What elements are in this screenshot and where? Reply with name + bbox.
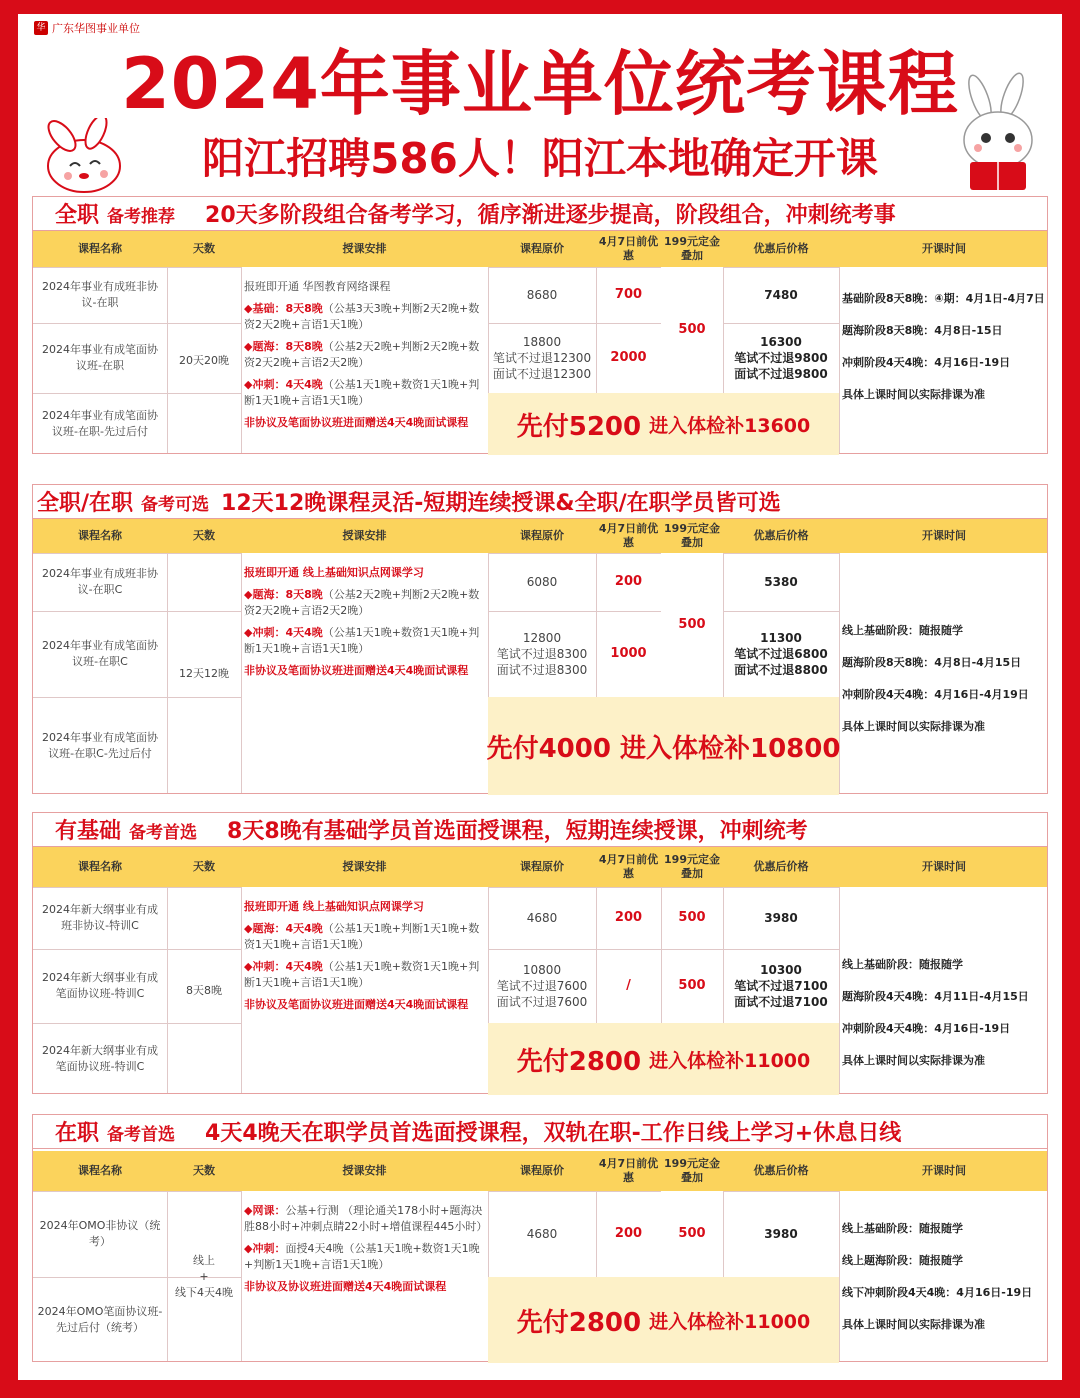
final-price xyxy=(723,553,839,611)
course-name: 2024年新大纲事业有成笔面协议班-特训C xyxy=(42,1044,158,1073)
column-header: 4月7日前优惠 xyxy=(598,522,659,549)
schedule-text: （公基1天1晚+数资1天1晚+判断1天1晚+言语1天1晚） xyxy=(244,626,480,655)
course-name: 2024年事业有成笔面协议班-在职 xyxy=(42,343,158,372)
schedule-lead: ◆题海：8天8晚 xyxy=(244,340,323,353)
column-header: 天数 xyxy=(193,529,215,542)
final-line: 面试不过退8800 xyxy=(734,663,828,677)
schedule-lead: 报班即开通 线上基础知识点网课学习 xyxy=(244,900,424,913)
original-price xyxy=(488,553,596,611)
column-header: 天数 xyxy=(193,860,215,873)
original-price xyxy=(488,887,596,949)
column-header: 开课时间 xyxy=(922,1164,966,1177)
final-line: 面试不过退9800 xyxy=(734,367,828,381)
days-line: 线下4天4晚 xyxy=(175,1286,233,1299)
column-header: 授课安排 xyxy=(342,1164,387,1177)
pay-first-amount: 先付2800 xyxy=(516,1307,642,1338)
pay-first-banner xyxy=(488,1277,839,1363)
class-time-item: 线下冲刺阶段4天4晚：4月16日-19日 xyxy=(842,1286,1033,1299)
course-schedule xyxy=(241,899,488,1019)
column-header: 开课时间 xyxy=(922,242,966,255)
final-line: 笔试不过退7100 xyxy=(734,979,828,993)
final-line: 面试不过退7100 xyxy=(734,995,828,1009)
original-price xyxy=(488,611,596,697)
course-name: 2024年事业有成笔面协议班-在职-先过后付 xyxy=(42,409,158,438)
page-title: 2024年事业单位统考课程 xyxy=(121,43,959,125)
column-header: 4月7日前优惠 xyxy=(598,853,659,880)
final-price xyxy=(723,949,839,1023)
price-line: 12800 xyxy=(522,631,562,645)
course-name: 2024年事业有成班非协议-在职 xyxy=(42,280,158,309)
schedule-lead: ◆题海：8天8晚 xyxy=(244,588,323,601)
early-discount: 1000 xyxy=(610,646,647,661)
course-schedule xyxy=(241,1203,488,1301)
section-tag-main: 在职 xyxy=(55,1121,100,1146)
final-line: 3980 xyxy=(764,911,798,925)
class-time-item: 题海阶段8天8晚：4月8日-4月15日 xyxy=(842,656,1022,669)
schedule-item xyxy=(244,1203,488,1235)
price-line: 6080 xyxy=(526,575,558,589)
schedule-item xyxy=(244,1241,485,1273)
schedule-text: （公基2天2晚+判断2天2晚+数资2天2晚+言语2天2晚） xyxy=(244,340,480,369)
pay-first-banner xyxy=(488,393,839,455)
schedule-lead: ◆题海：4天4晚 xyxy=(244,922,323,935)
section-header xyxy=(33,485,1047,519)
column-header: 天数 xyxy=(193,242,215,255)
schedule-lead: ◆冲刺：4天4晚 xyxy=(244,626,323,639)
pay-first-amount: 先付4000 进入体检补10800 xyxy=(486,733,841,764)
column-header: 天数 xyxy=(193,1164,215,1177)
pay-first-note: 进入体检补13600 xyxy=(649,414,811,437)
schedule-item xyxy=(244,663,485,679)
price-line: 面试不过退12300 xyxy=(492,367,592,381)
column-header: 授课安排 xyxy=(342,529,387,542)
course-name: 2024年新大纲事业有成班非协议-特训C xyxy=(42,903,158,932)
deposit-bonus: 500 xyxy=(678,910,706,925)
schedule-text: （公基1天1晚+判断1天1晚+数资1天1晚+言语1天1晚） xyxy=(244,922,480,951)
course-days: 20天20晚 xyxy=(179,354,229,367)
table-header-row xyxy=(33,519,1047,553)
section-description: 8天8晚有基础学员首选面授课程，短期连续授课，冲刺统考 xyxy=(227,819,808,844)
final-line: 5380 xyxy=(764,575,798,589)
final-line: 7480 xyxy=(764,288,798,302)
class-times xyxy=(839,623,1049,751)
schedule-item xyxy=(244,899,485,915)
rabbit-left-icon xyxy=(22,118,142,198)
early-discount: / xyxy=(626,978,631,993)
early-discount: 200 xyxy=(614,1226,643,1241)
table-header-row xyxy=(33,847,1047,887)
final-line: 10300 xyxy=(760,963,802,977)
class-time-item: 线上基础阶段：随报随学 xyxy=(842,958,963,971)
schedule-lead: 非协议及协议班进面赠送4天4晚面试课程 xyxy=(244,1280,447,1293)
schedule-item xyxy=(244,339,485,371)
section-tag-sub: 备考推荐 xyxy=(107,207,176,227)
section-tag-sub: 备考可选 xyxy=(141,495,210,515)
pay-first-amount: 先付2800 xyxy=(516,1046,642,1077)
price-line: 面试不过退8300 xyxy=(496,663,588,677)
early-discount: 700 xyxy=(614,287,643,302)
section-description: 20天多阶段组合备考学习，循序渐进逐步提高，阶段组合，冲刺统考事 xyxy=(205,203,896,228)
schedule-text: （公基1天1晚+数资1天1晚+判断1天1晚+言语1天1晚） xyxy=(244,960,480,989)
class-times xyxy=(839,1221,1049,1349)
schedule-lead: 非协议及笔面协议班进面赠送4天4晚面试课程 xyxy=(244,664,469,677)
schedule-item xyxy=(244,625,485,657)
final-line: 3980 xyxy=(764,1227,798,1241)
deposit-bonus: 500 xyxy=(661,553,723,697)
schedule-item xyxy=(244,279,485,295)
pay-first-note: 进入体检补11000 xyxy=(649,1310,811,1333)
course-name: 2024年OMO非协议（统考） xyxy=(39,1219,161,1248)
schedule-lead: 非协议及笔面协议班进面赠送4天4晚面试课程 xyxy=(244,998,469,1011)
class-time-item: 具体上课时间以实际排课为准 xyxy=(842,720,985,733)
original-price xyxy=(488,949,596,1023)
section-tag xyxy=(37,486,209,517)
schedule-item xyxy=(244,921,485,953)
section-tag-main: 全职/在职 xyxy=(37,491,134,516)
brand-logo: 华 广东华图事业单位 xyxy=(34,20,140,36)
course-name: 2024年新大纲事业有成笔面协议班-特训C xyxy=(42,971,158,1000)
schedule-text: （公基1天1晚+数资1天1晚+判断1天1晚+言语1天1晚） xyxy=(244,378,480,407)
days-line: + xyxy=(199,1270,209,1283)
schedule-lead: ◆冲刺：4天4晚 xyxy=(244,378,323,391)
class-times xyxy=(839,957,1049,1085)
schedule-lead: ◆基础：8天8晚 xyxy=(244,302,323,315)
schedule-text: 面授4天4晚（公基1天1晚+数资1天1晚+判断1天1晚+言语1天1晚） xyxy=(244,1242,480,1271)
course-name: 2024年OMO笔面协议班-先过后付（统考） xyxy=(37,1305,163,1334)
rabbit-right-icon xyxy=(950,68,1050,198)
column-header: 授课安排 xyxy=(342,860,387,873)
section-description: 4天4晚天在职学员首选面授课程，双轨在职-工作日线上学习+休息日线 xyxy=(205,1121,902,1146)
course-section xyxy=(32,1114,1048,1362)
price-line: 18800 xyxy=(522,335,562,349)
schedule-item xyxy=(244,587,485,619)
final-price xyxy=(723,611,839,697)
column-header: 199元定金叠加 xyxy=(664,235,720,262)
column-header: 199元定金叠加 xyxy=(664,853,720,880)
deposit-bonus: 500 xyxy=(678,978,706,993)
course-section xyxy=(32,196,1048,454)
price-line: 4680 xyxy=(526,911,558,925)
final-price xyxy=(723,887,839,949)
column-header: 授课安排 xyxy=(342,242,387,255)
class-time-item: 冲刺阶段4天4晚：4月16日-19日 xyxy=(842,356,1011,369)
column-header: 开课时间 xyxy=(922,529,966,542)
section-header xyxy=(33,1115,1047,1149)
column-header: 199元定金叠加 xyxy=(664,1157,720,1184)
price-line: 8680 xyxy=(526,288,558,302)
column-header: 课程原价 xyxy=(520,1164,564,1177)
price-line: 笔试不过退7600 xyxy=(496,979,588,993)
course-days xyxy=(167,1191,241,1363)
class-time-item: 具体上课时间以实际排课为准 xyxy=(842,1318,985,1331)
price-line: 4680 xyxy=(526,1227,558,1241)
final-line: 16300 xyxy=(760,335,802,349)
schedule-text: 报班即开通 华图教育网络课程 xyxy=(244,280,391,293)
section-description: 12天12晚课程灵活-短期连续授课&全职/在职学员皆可选 xyxy=(221,491,781,516)
schedule-text: （公基2天2晚+判断2天2晚+数资2天2晚+言语2天2晚） xyxy=(244,588,480,617)
column-header: 199元定金叠加 xyxy=(664,522,720,549)
column-header: 课程名称 xyxy=(78,242,122,255)
original-price xyxy=(488,323,596,393)
pay-first-banner xyxy=(488,1023,839,1095)
section-tag-main: 全职 xyxy=(55,203,100,228)
column-header: 课程名称 xyxy=(78,860,122,873)
section-tag-main: 有基础 xyxy=(55,819,122,844)
schedule-lead: 非协议及笔面协议班进面赠送4天4晚面试课程 xyxy=(244,416,469,429)
schedule-lead: ◆网课： xyxy=(244,1204,286,1217)
course-days: 12天12晚 xyxy=(179,667,229,680)
column-header: 优惠后价格 xyxy=(753,1164,809,1177)
schedule-item xyxy=(244,415,485,431)
column-header: 优惠后价格 xyxy=(753,860,809,873)
schedule-lead: ◆冲刺：4天4晚 xyxy=(244,960,323,973)
class-time-item: 具体上课时间以实际排课为准 xyxy=(842,1054,985,1067)
course-name: 2024年事业有成笔面协议班-在职C xyxy=(42,639,158,668)
class-time-item: 冲刺阶段4天4晚：4月16日-4月19日 xyxy=(842,688,1029,701)
original-price xyxy=(488,267,596,323)
column-header: 课程名称 xyxy=(78,529,122,542)
column-header: 课程名称 xyxy=(78,1164,122,1177)
final-line: 笔试不过退9800 xyxy=(734,351,828,365)
class-time-item: 冲刺阶段4天4晚：4月16日-19日 xyxy=(842,1022,1011,1035)
class-time-item: 题海阶段4天4晚：4月11日-4月15日 xyxy=(842,990,1029,1003)
course-section xyxy=(32,812,1048,1094)
final-price xyxy=(723,267,839,323)
column-header: 开课时间 xyxy=(922,860,966,873)
class-time-item: 线上题海阶段：随报随学 xyxy=(842,1254,963,1267)
section-tag xyxy=(55,814,197,845)
column-header: 4月7日前优惠 xyxy=(598,1157,659,1184)
schedule-lead: ◆冲刺： xyxy=(244,1242,286,1255)
class-time-item: 线上基础阶段：随报随学 xyxy=(842,624,963,637)
class-time-item: 基础阶段8天8晚：④期：4月1日-4月7日 xyxy=(842,292,1045,305)
schedule-text: （公基3天3晚+判断2天2晚+数资2天2晚+言语1天1晚） xyxy=(244,302,480,331)
final-line: 笔试不过退6800 xyxy=(734,647,828,661)
page-subtitle: 阳江招聘586人！阳江本地确定开课 xyxy=(202,134,878,183)
section-tag-sub: 备考首选 xyxy=(107,1125,176,1145)
schedule-item xyxy=(244,565,485,581)
schedule-item xyxy=(244,959,485,991)
final-line: 11300 xyxy=(760,631,802,645)
schedule-item xyxy=(244,377,485,409)
pay-first-note: 进入体检补11000 xyxy=(649,1049,811,1072)
days-line: 线上 xyxy=(193,1254,215,1267)
class-time-item: 具体上课时间以实际排课为准 xyxy=(842,388,985,401)
price-line: 笔试不过退12300 xyxy=(492,351,592,365)
deposit-bonus: 500 xyxy=(661,267,723,393)
schedule-text: 公基+行测 （理论通关178小时+题海决胜88小时+冲刺点睛22小时+增值课程445小时） xyxy=(244,1204,488,1233)
column-header: 课程原价 xyxy=(520,242,564,255)
early-discount: 200 xyxy=(614,574,643,589)
pay-first-amount: 先付5200 xyxy=(516,411,642,442)
logo-icon: 华 xyxy=(34,21,48,35)
pay-first-banner xyxy=(488,697,839,795)
course-days: 8天8晚 xyxy=(186,984,222,997)
schedule-lead: 报班即开通 线上基础知识点网课学习 xyxy=(244,566,424,579)
early-discount: 2000 xyxy=(610,350,647,365)
course-schedule xyxy=(241,565,488,685)
table-header-row xyxy=(33,231,1047,267)
price-line: 面试不过退7600 xyxy=(496,995,588,1009)
column-header: 优惠后价格 xyxy=(753,529,809,542)
original-price xyxy=(488,1191,596,1277)
early-discount: 200 xyxy=(614,910,643,925)
section-header xyxy=(33,813,1047,847)
course-name: 2024年事业有成班非协议-在职C xyxy=(42,567,158,596)
final-price xyxy=(723,323,839,393)
column-header: 课程原价 xyxy=(520,529,564,542)
class-time-item: 题海阶段8天8晚：4月8日-15日 xyxy=(842,324,1003,337)
course-name: 2024年事业有成笔面协议班-在职C-先过后付 xyxy=(42,731,158,760)
schedule-item xyxy=(244,997,485,1013)
price-line: 10800 xyxy=(522,963,562,977)
section-header xyxy=(33,197,1047,231)
course-schedule xyxy=(241,279,488,437)
column-header: 4月7日前优惠 xyxy=(598,235,659,262)
price-line: 笔试不过退8300 xyxy=(496,647,588,661)
section-tag-sub: 备考首选 xyxy=(129,823,198,843)
class-time-item: 线上基础阶段：随报随学 xyxy=(842,1222,963,1235)
schedule-item xyxy=(244,1279,485,1295)
course-section xyxy=(32,484,1048,794)
table-header-row xyxy=(33,1151,1047,1191)
schedule-item xyxy=(244,301,485,333)
section-tag xyxy=(55,198,175,229)
column-header: 优惠后价格 xyxy=(753,242,809,255)
class-times xyxy=(839,291,1049,419)
column-header: 课程原价 xyxy=(520,860,564,873)
section-tag xyxy=(55,1116,175,1147)
final-price xyxy=(723,1191,839,1277)
deposit-bonus: 500 xyxy=(661,1191,723,1277)
